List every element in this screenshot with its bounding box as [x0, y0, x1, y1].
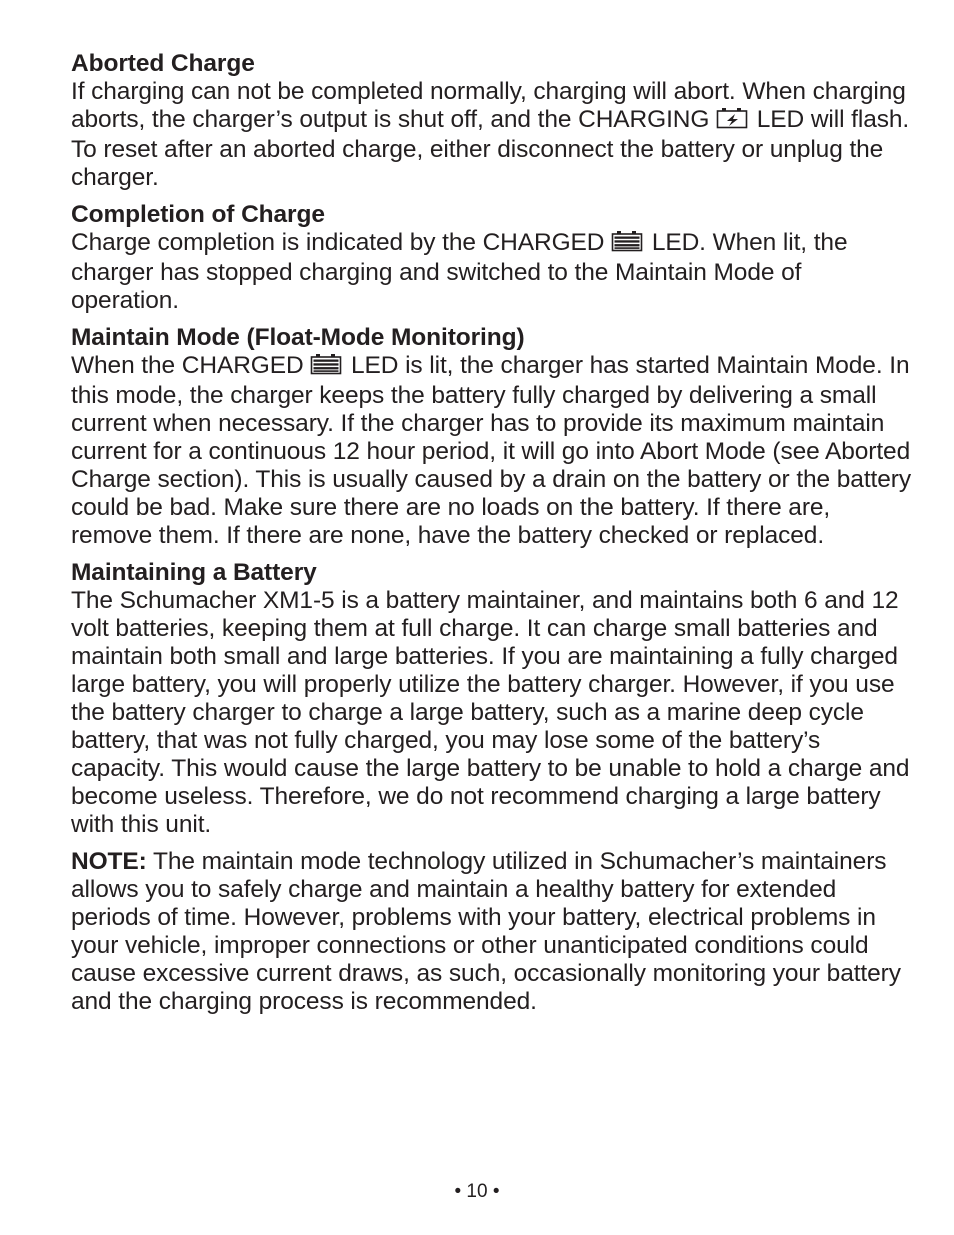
- body-text: Charge completion is indicated by the CHARGED: [71, 229, 612, 256]
- body-text: LED will flash. To reset after an aborted charge, either disconnect the battery or unplug the charger.: [71, 106, 910, 191]
- section-maintain-mode: [71, 324, 911, 550]
- section-aborted-charge: [71, 50, 911, 192]
- section-heading: Completion of Charge: [71, 201, 325, 228]
- battery-charged-icon: [310, 353, 342, 382]
- body-text: When the CHARGED: [71, 352, 311, 379]
- note-text: The maintain mode technology utilized in Schumacher’s maintainers allows you to safely charge and maintain a healthy battery for extended periods of time. However, problems with your battery, electrical problems in your vehicle, improper connections or other unanticipated conditions could cause excessive current draws, as such, occasionally monitoring your battery and the charging process is recommended.: [71, 848, 901, 1015]
- section-body: [71, 229, 911, 315]
- section-heading: Aborted Charge: [71, 50, 255, 77]
- page-number: • 10 •: [454, 1181, 500, 1202]
- manual-page: [71, 50, 911, 1025]
- section-body: The Schumacher XM1-5 is a battery maintainer, and maintains both 6 and 12 volt batteries, keeping them at full charge. It can charge small batteries and maintain both small and large batteries. If you are maintaining a fully charged large battery, you will properly utilize the battery charger. However, if you use the battery charger to charge a large battery, such as a marine deep cycle battery, that was not fully charged, you may lose some of the battery’s capacity. This would cause the large battery to be unable to hold a charge and become useless. Therefore, we do not recommend charging a large battery with this unit.: [71, 587, 910, 838]
- battery-charging-icon: [716, 107, 748, 136]
- section-heading: Maintain Mode (Float-Mode Monitoring): [71, 324, 525, 351]
- body-text: LED. When lit, the charger has stopped charging and switched to the Maintain Mode of operation.: [71, 229, 848, 314]
- body-text: If charging can not be completed normally, charging will abort. When charging aborts, the charger’s output is shut off, and the CHARGING: [71, 78, 906, 133]
- section-body: [71, 352, 911, 550]
- section-heading: Maintaining a Battery: [71, 559, 317, 586]
- note-body: [71, 848, 911, 1016]
- note-section: [71, 848, 911, 1016]
- body-text: LED is lit, the charger has started Maintain Mode. In this mode, the charger keeps the battery fully charged by delivering a small current when necessary. If the charger has to provide its maximum maintain current for a continuous 12 hour period, it will go into Abort Mode (see Aborted Charge section). This is usually caused by a drain on the battery or the battery could be bad. Make sure there are no loads on the battery. If there are, remove them. If there are none, have the battery checked or replaced.: [71, 352, 911, 549]
- battery-charged-icon: [611, 230, 643, 259]
- section-completion-of-charge: [71, 201, 911, 315]
- section-body: [71, 78, 911, 192]
- note-label: NOTE:: [71, 848, 147, 875]
- section-maintaining-a-battery: [71, 559, 911, 839]
